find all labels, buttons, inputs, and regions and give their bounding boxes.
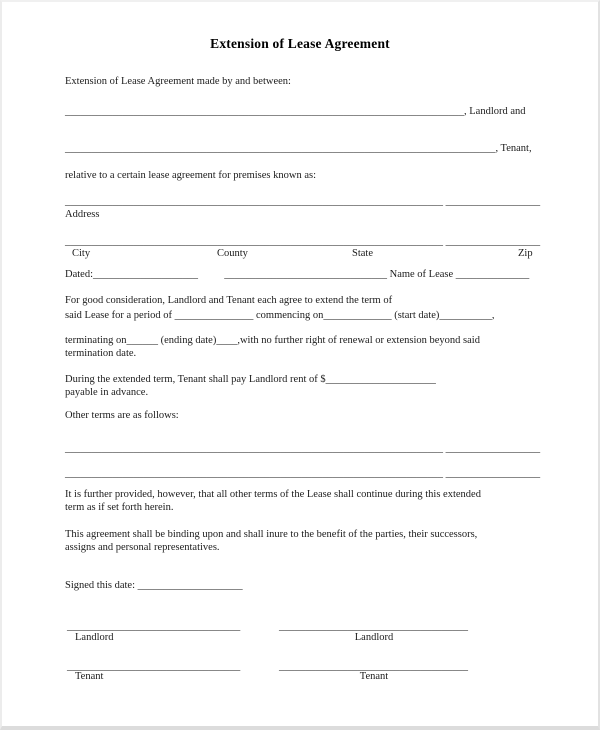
binding-line-2: assigns and personal representatives. bbox=[65, 542, 220, 553]
further-provided-line-1: It is further provided, however, that all other terms of the Lease shall continue during this extended bbox=[65, 489, 481, 500]
tenant-signature-line-right: ____________________________________ bbox=[279, 661, 468, 672]
other-terms-blank-line-2: ________________________________________________________________________ __________________ bbox=[65, 468, 541, 479]
state-label: State bbox=[352, 248, 373, 259]
dated-name-of-lease-line: Dated:____________________ _______________________________ Name of Lease ______________ bbox=[65, 269, 530, 280]
signed-date-line: Signed this date: ____________________ bbox=[65, 580, 243, 591]
tenant-label-right: Tenant bbox=[359, 671, 389, 682]
city-state-zip-blank-line: ________________________________________________________________________ __________________ bbox=[65, 236, 541, 247]
rent-line-1: During the extended term, Tenant shall pay Landlord rent of $_____________________ bbox=[65, 374, 436, 385]
address-blank-line: ________________________________________________________________________ __________________ bbox=[65, 196, 541, 207]
county-label: County bbox=[217, 248, 248, 259]
consideration-line-2: said Lease for a period of _______________ commencing on_____________ (start date)__________, bbox=[65, 310, 495, 321]
terminating-line-2: termination date. bbox=[65, 348, 137, 359]
landlord-signature-line-left: _________________________________ bbox=[67, 621, 241, 632]
city-label: City bbox=[72, 248, 91, 259]
tenant-signature-line-left: _________________________________ bbox=[67, 661, 241, 672]
tenant-name-blank-line: __________________________________________________________________________________, Tenant, bbox=[65, 143, 532, 154]
landlord-name-blank-line: ____________________________________________________________________________, Landlord and bbox=[65, 106, 526, 117]
landlord-label-left: Landlord bbox=[75, 632, 114, 643]
binding-line-1: This agreement shall be binding upon and shall inure to the benefit of the parties, their successors, bbox=[65, 529, 478, 540]
landlord-signature-line-right: ____________________________________ bbox=[279, 621, 468, 632]
document-title: Extension of Lease Agreement bbox=[210, 36, 390, 51]
address-label: Address bbox=[65, 209, 100, 220]
city-county-state-zip-labels bbox=[2, 247, 598, 260]
rent-line-2: payable in advance. bbox=[65, 387, 149, 398]
made-by-line: Extension of Lease Agreement made by and between: bbox=[65, 76, 291, 87]
premises-intro-line: relative to a certain lease agreement for premises known as: bbox=[65, 170, 317, 181]
zip-label: Zip bbox=[518, 248, 533, 259]
terminating-line-1: terminating on______ (ending date)____,with no further right of renewal or extension beyond said bbox=[65, 335, 480, 346]
further-provided-line-2: term as if set forth herein. bbox=[65, 502, 174, 513]
consideration-line-1: For good consideration, Landlord and Tenant each agree to extend the term of bbox=[65, 295, 393, 306]
other-terms-heading: Other terms are as follows: bbox=[65, 410, 179, 421]
other-terms-blank-line-1: ________________________________________________________________________ __________________ bbox=[65, 443, 541, 454]
landlord-label-right: Landlord bbox=[354, 632, 394, 643]
tenant-label-left: Tenant bbox=[75, 671, 104, 682]
